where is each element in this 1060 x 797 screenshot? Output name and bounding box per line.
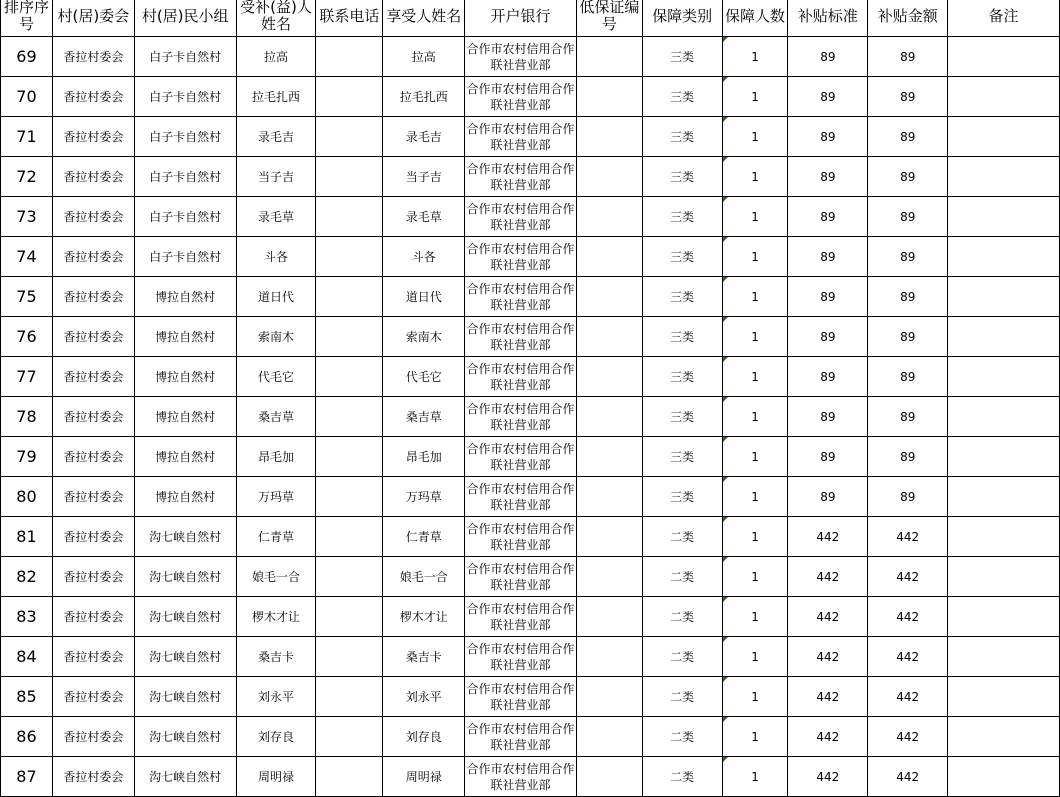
recipient-cell: 万玛草 — [383, 477, 465, 517]
phone-cell — [316, 597, 383, 637]
group-cell: 沟七峡自然村 — [134, 757, 236, 797]
beneficiary-cell: 仁青草 — [236, 517, 316, 557]
committee-cell: 香拉村委会 — [52, 477, 134, 517]
persons-cell: 1 — [722, 197, 788, 237]
beneficiary-cell: 拉毛扎西 — [236, 77, 316, 117]
table-row — [1, 77, 1060, 117]
remarks-cell — [948, 357, 1060, 397]
seq-cell: 77 — [1, 357, 53, 397]
committee-cell: 香拉村委会 — [52, 357, 134, 397]
beneficiary-cell: 桑吉草 — [236, 397, 316, 437]
category-cell: 二类 — [642, 637, 722, 677]
beneficiary-cell: 道日代 — [236, 277, 316, 317]
category-cell: 三类 — [642, 197, 722, 237]
recipient-cell: 录毛吉 — [383, 117, 465, 157]
amount-cell: 89 — [868, 237, 948, 277]
table-row — [1, 117, 1060, 157]
recipient-cell: 桑吉卡 — [383, 637, 465, 677]
persons-cell: 1 — [722, 277, 788, 317]
standard-cell: 89 — [788, 157, 868, 197]
table-row — [1, 357, 1060, 397]
bank-cell: 合作市农村信用合作联社营业部 — [465, 517, 577, 557]
standard-cell: 442 — [788, 517, 868, 557]
beneficiary-cell: 斗各 — [236, 237, 316, 277]
group-cell: 白子卡自然村 — [134, 77, 236, 117]
committee-cell: 香拉村委会 — [52, 317, 134, 357]
committee-cell: 香拉村委会 — [52, 517, 134, 557]
beneficiary-cell: 录毛吉 — [236, 117, 316, 157]
header-standard: 补贴标准 — [788, 0, 868, 37]
seq-cell: 78 — [1, 397, 53, 437]
beneficiary-cell: 娘毛一合 — [236, 557, 316, 597]
seq-cell: 79 — [1, 437, 53, 477]
persons-cell: 1 — [722, 597, 788, 637]
persons-cell: 1 — [722, 357, 788, 397]
beneficiary-cell: 当子吉 — [236, 157, 316, 197]
phone-cell — [316, 517, 383, 557]
beneficiary-cell: 录毛草 — [236, 197, 316, 237]
persons-cell: 1 — [722, 757, 788, 797]
group-cell: 沟七峡自然村 — [134, 597, 236, 637]
remarks-cell — [948, 77, 1060, 117]
amount-cell: 442 — [868, 757, 948, 797]
committee-cell: 香拉村委会 — [52, 557, 134, 597]
group-cell: 博拉自然村 — [134, 277, 236, 317]
standard-cell: 442 — [788, 557, 868, 597]
phone-cell — [316, 277, 383, 317]
amount-cell: 89 — [868, 37, 948, 77]
phone-cell — [316, 317, 383, 357]
group-cell: 白子卡自然村 — [134, 37, 236, 77]
recipient-cell: 当子吉 — [383, 157, 465, 197]
amount-cell: 442 — [868, 677, 948, 717]
table-body — [1, 37, 1060, 797]
standard-cell: 89 — [788, 37, 868, 77]
seq-cell: 70 — [1, 77, 53, 117]
bank-cell: 合作市农村信用合作联社营业部 — [465, 277, 577, 317]
seq-cell: 87 — [1, 757, 53, 797]
committee-cell: 香拉村委会 — [52, 397, 134, 437]
beneficiary-cell: 代毛它 — [236, 357, 316, 397]
group-cell: 沟七峡自然村 — [134, 677, 236, 717]
table-row — [1, 197, 1060, 237]
cert-cell — [576, 77, 642, 117]
amount-cell: 89 — [868, 117, 948, 157]
cert-cell — [576, 317, 642, 357]
phone-cell — [316, 157, 383, 197]
recipient-cell: 斗各 — [383, 237, 465, 277]
seq-cell: 74 — [1, 237, 53, 277]
bank-cell: 合作市农村信用合作联社营业部 — [465, 597, 577, 637]
table-row — [1, 677, 1060, 717]
category-cell: 三类 — [642, 477, 722, 517]
cert-cell — [576, 277, 642, 317]
committee-cell: 香拉村委会 — [52, 117, 134, 157]
persons-cell: 1 — [722, 677, 788, 717]
persons-cell: 1 — [722, 517, 788, 557]
category-cell: 三类 — [642, 317, 722, 357]
remarks-cell — [948, 437, 1060, 477]
header-cert-no: 低保证编号 — [576, 0, 642, 37]
group-cell: 沟七峡自然村 — [134, 717, 236, 757]
cert-cell — [576, 117, 642, 157]
group-cell: 沟七峡自然村 — [134, 557, 236, 597]
persons-cell: 1 — [722, 717, 788, 757]
cert-cell — [576, 717, 642, 757]
phone-cell — [316, 717, 383, 757]
remarks-cell — [948, 317, 1060, 357]
bank-cell: 合作市农村信用合作联社营业部 — [465, 37, 577, 77]
amount-cell: 89 — [868, 277, 948, 317]
bank-cell: 合作市农村信用合作联社营业部 — [465, 637, 577, 677]
seq-cell: 73 — [1, 197, 53, 237]
bank-cell: 合作市农村信用合作联社营业部 — [465, 77, 577, 117]
recipient-cell: 周明禄 — [383, 757, 465, 797]
phone-cell — [316, 117, 383, 157]
persons-cell: 1 — [722, 317, 788, 357]
standard-cell: 89 — [788, 277, 868, 317]
persons-cell: 1 — [722, 557, 788, 597]
beneficiary-cell: 刘存良 — [236, 717, 316, 757]
header-village-committee: 村(居)委会 — [52, 0, 134, 37]
remarks-cell — [948, 597, 1060, 637]
beneficiary-cell: 周明禄 — [236, 757, 316, 797]
bank-cell: 合作市农村信用合作联社营业部 — [465, 317, 577, 357]
table-row — [1, 237, 1060, 277]
phone-cell — [316, 477, 383, 517]
standard-cell: 442 — [788, 597, 868, 637]
group-cell: 沟七峡自然村 — [134, 637, 236, 677]
table-row — [1, 557, 1060, 597]
remarks-cell — [948, 717, 1060, 757]
header-persons: 保障人数 — [722, 0, 788, 37]
remarks-cell — [948, 517, 1060, 557]
category-cell: 三类 — [642, 277, 722, 317]
recipient-cell: 刘存良 — [383, 717, 465, 757]
cert-cell — [576, 197, 642, 237]
seq-cell: 85 — [1, 677, 53, 717]
recipient-cell: 录毛草 — [383, 197, 465, 237]
standard-cell: 89 — [788, 117, 868, 157]
committee-cell: 香拉村委会 — [52, 77, 134, 117]
category-cell: 二类 — [642, 517, 722, 557]
table-row — [1, 717, 1060, 757]
cert-cell — [576, 157, 642, 197]
table-row — [1, 757, 1060, 797]
remarks-cell — [948, 197, 1060, 237]
bank-cell: 合作市农村信用合作联社营业部 — [465, 437, 577, 477]
persons-cell: 1 — [722, 117, 788, 157]
cert-cell — [576, 397, 642, 437]
header-remarks: 备注 — [948, 0, 1060, 37]
category-cell: 三类 — [642, 397, 722, 437]
header-seq: 排序序号 — [1, 0, 53, 37]
category-cell: 三类 — [642, 357, 722, 397]
recipient-cell: 道日代 — [383, 277, 465, 317]
remarks-cell — [948, 397, 1060, 437]
committee-cell: 香拉村委会 — [52, 237, 134, 277]
phone-cell — [316, 197, 383, 237]
amount-cell: 442 — [868, 717, 948, 757]
header-bank: 开户银行 — [465, 0, 577, 37]
amount-cell: 89 — [868, 77, 948, 117]
standard-cell: 442 — [788, 757, 868, 797]
committee-cell: 香拉村委会 — [52, 437, 134, 477]
committee-cell: 香拉村委会 — [52, 277, 134, 317]
bank-cell: 合作市农村信用合作联社营业部 — [465, 717, 577, 757]
phone-cell — [316, 637, 383, 677]
standard-cell: 89 — [788, 237, 868, 277]
category-cell: 二类 — [642, 677, 722, 717]
category-cell: 二类 — [642, 757, 722, 797]
phone-cell — [316, 237, 383, 277]
remarks-cell — [948, 637, 1060, 677]
standard-cell: 442 — [788, 637, 868, 677]
group-cell: 白子卡自然村 — [134, 157, 236, 197]
beneficiary-cell: 拉高 — [236, 37, 316, 77]
standard-cell: 442 — [788, 677, 868, 717]
standard-cell: 89 — [788, 317, 868, 357]
group-cell: 白子卡自然村 — [134, 117, 236, 157]
persons-cell: 1 — [722, 77, 788, 117]
bank-cell: 合作市农村信用合作联社营业部 — [465, 237, 577, 277]
remarks-cell — [948, 117, 1060, 157]
table-row — [1, 157, 1060, 197]
amount-cell: 89 — [868, 157, 948, 197]
seq-cell: 72 — [1, 157, 53, 197]
standard-cell: 89 — [788, 357, 868, 397]
remarks-cell — [948, 37, 1060, 77]
amount-cell: 89 — [868, 357, 948, 397]
bank-cell: 合作市农村信用合作联社营业部 — [465, 357, 577, 397]
seq-cell: 86 — [1, 717, 53, 757]
table-row — [1, 637, 1060, 677]
amount-cell: 89 — [868, 477, 948, 517]
header-amount: 补贴金额 — [868, 0, 948, 37]
cert-cell — [576, 437, 642, 477]
category-cell: 二类 — [642, 717, 722, 757]
recipient-cell: 仁青草 — [383, 517, 465, 557]
seq-cell: 84 — [1, 637, 53, 677]
remarks-cell — [948, 237, 1060, 277]
cert-cell — [576, 677, 642, 717]
category-cell: 二类 — [642, 597, 722, 637]
cert-cell — [576, 237, 642, 277]
header-recipient: 享受人姓名 — [383, 0, 465, 37]
cert-cell — [576, 597, 642, 637]
standard-cell: 442 — [788, 717, 868, 757]
recipient-cell: 昂毛加 — [383, 437, 465, 477]
bank-cell: 合作市农村信用合作联社营业部 — [465, 757, 577, 797]
recipient-cell: 代毛它 — [383, 357, 465, 397]
cert-cell — [576, 357, 642, 397]
header-beneficiary: 受补(益)人姓名 — [236, 0, 316, 37]
table-row — [1, 437, 1060, 477]
phone-cell — [316, 677, 383, 717]
seq-cell: 81 — [1, 517, 53, 557]
phone-cell — [316, 37, 383, 77]
category-cell: 二类 — [642, 557, 722, 597]
seq-cell: 75 — [1, 277, 53, 317]
standard-cell: 89 — [788, 77, 868, 117]
committee-cell: 香拉村委会 — [52, 717, 134, 757]
table-row — [1, 37, 1060, 77]
remarks-cell — [948, 277, 1060, 317]
committee-cell: 香拉村委会 — [52, 637, 134, 677]
committee-cell: 香拉村委会 — [52, 757, 134, 797]
header-category: 保障类别 — [642, 0, 722, 37]
group-cell: 白子卡自然村 — [134, 237, 236, 277]
group-cell: 沟七峡自然村 — [134, 517, 236, 557]
seq-cell: 71 — [1, 117, 53, 157]
amount-cell: 442 — [868, 557, 948, 597]
standard-cell: 89 — [788, 397, 868, 437]
bank-cell: 合作市农村信用合作联社营业部 — [465, 197, 577, 237]
persons-cell: 1 — [722, 637, 788, 677]
group-cell: 博拉自然村 — [134, 437, 236, 477]
beneficiary-cell: 索南木 — [236, 317, 316, 357]
seq-cell: 69 — [1, 37, 53, 77]
recipient-cell: 索南木 — [383, 317, 465, 357]
table-row — [1, 597, 1060, 637]
cert-cell — [576, 517, 642, 557]
seq-cell: 76 — [1, 317, 53, 357]
table-row — [1, 277, 1060, 317]
persons-cell: 1 — [722, 237, 788, 277]
bank-cell: 合作市农村信用合作联社营业部 — [465, 157, 577, 197]
category-cell: 三类 — [642, 117, 722, 157]
seq-cell: 82 — [1, 557, 53, 597]
phone-cell — [316, 437, 383, 477]
bank-cell: 合作市农村信用合作联社营业部 — [465, 397, 577, 437]
cert-cell — [576, 757, 642, 797]
standard-cell: 89 — [788, 437, 868, 477]
standard-cell: 89 — [788, 197, 868, 237]
amount-cell: 89 — [868, 437, 948, 477]
persons-cell: 1 — [722, 37, 788, 77]
group-cell: 博拉自然村 — [134, 317, 236, 357]
persons-cell: 1 — [722, 437, 788, 477]
table-row — [1, 477, 1060, 517]
group-cell: 博拉自然村 — [134, 357, 236, 397]
bank-cell: 合作市农村信用合作联社营业部 — [465, 117, 577, 157]
category-cell: 三类 — [642, 237, 722, 277]
beneficiary-cell: 昂毛加 — [236, 437, 316, 477]
committee-cell: 香拉村委会 — [52, 157, 134, 197]
committee-cell: 香拉村委会 — [52, 37, 134, 77]
amount-cell: 442 — [868, 637, 948, 677]
bank-cell: 合作市农村信用合作联社营业部 — [465, 477, 577, 517]
amount-cell: 89 — [868, 317, 948, 357]
table-row — [1, 397, 1060, 437]
seq-cell: 80 — [1, 477, 53, 517]
cert-cell — [576, 557, 642, 597]
category-cell: 三类 — [642, 77, 722, 117]
header-row — [1, 0, 1060, 37]
group-cell: 博拉自然村 — [134, 397, 236, 437]
header-village-group: 村(居)民小组 — [134, 0, 236, 37]
group-cell: 博拉自然村 — [134, 477, 236, 517]
category-cell: 三类 — [642, 37, 722, 77]
cert-cell — [576, 477, 642, 517]
cert-cell — [576, 637, 642, 677]
bank-cell: 合作市农村信用合作联社营业部 — [465, 677, 577, 717]
committee-cell: 香拉村委会 — [52, 197, 134, 237]
amount-cell: 442 — [868, 597, 948, 637]
recipient-cell: 拉毛扎西 — [383, 77, 465, 117]
recipient-cell: 拉高 — [383, 37, 465, 77]
table-row — [1, 517, 1060, 557]
recipient-cell: 娘毛一合 — [383, 557, 465, 597]
remarks-cell — [948, 157, 1060, 197]
amount-cell: 89 — [868, 397, 948, 437]
committee-cell: 香拉村委会 — [52, 677, 134, 717]
remarks-cell — [948, 757, 1060, 797]
phone-cell — [316, 77, 383, 117]
amount-cell: 89 — [868, 197, 948, 237]
remarks-cell — [948, 477, 1060, 517]
table-row — [1, 317, 1060, 357]
persons-cell: 1 — [722, 157, 788, 197]
header-phone: 联系电话 — [316, 0, 383, 37]
category-cell: 三类 — [642, 157, 722, 197]
cert-cell — [576, 37, 642, 77]
seq-cell: 83 — [1, 597, 53, 637]
persons-cell: 1 — [722, 477, 788, 517]
beneficiary-cell: 椤木才让 — [236, 597, 316, 637]
beneficiary-cell: 桑吉卡 — [236, 637, 316, 677]
standard-cell: 89 — [788, 477, 868, 517]
committee-cell: 香拉村委会 — [52, 597, 134, 637]
beneficiary-cell: 万玛草 — [236, 477, 316, 517]
remarks-cell — [948, 677, 1060, 717]
beneficiary-cell: 刘永平 — [236, 677, 316, 717]
persons-cell: 1 — [722, 397, 788, 437]
recipient-cell: 刘永平 — [383, 677, 465, 717]
bank-cell: 合作市农村信用合作联社营业部 — [465, 557, 577, 597]
recipient-cell: 椤木才让 — [383, 597, 465, 637]
phone-cell — [316, 557, 383, 597]
recipient-cell: 桑吉草 — [383, 397, 465, 437]
group-cell: 白子卡自然村 — [134, 197, 236, 237]
phone-cell — [316, 357, 383, 397]
phone-cell — [316, 397, 383, 437]
remarks-cell — [948, 557, 1060, 597]
amount-cell: 442 — [868, 517, 948, 557]
category-cell: 三类 — [642, 437, 722, 477]
phone-cell — [316, 757, 383, 797]
